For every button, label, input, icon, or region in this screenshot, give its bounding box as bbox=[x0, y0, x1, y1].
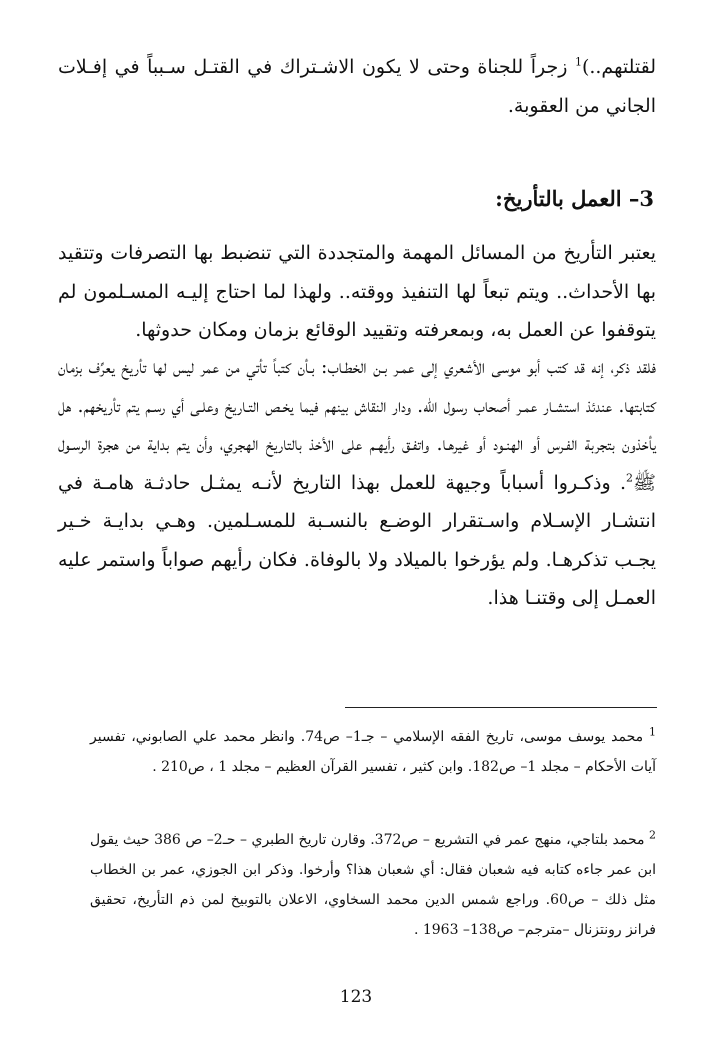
intro-text-continued: زجراً للجناة وحتى لا يكون الاشـتراك في القتـل سـبباً في إفـلات الجاني من العقوبة. bbox=[58, 56, 656, 117]
body-paragraph-2 bbox=[58, 348, 656, 618]
page-number: 123 bbox=[339, 987, 373, 1007]
section-heading: 3– العمل بالتأريخ: bbox=[495, 186, 654, 211]
intro-paragraph bbox=[58, 48, 656, 125]
footnote-divider bbox=[345, 707, 657, 708]
footnote-ref-1: 1 bbox=[574, 55, 582, 69]
footnote-1-text: محمد يوسف موسى، تاريخ الفقه الإسلامي – جـ1– ص74. وانظر محمد علي الصابوني، تفسير آيات الأحكام – مجلد 1– ص182. وابن كثير ، تفسير القرآن العظيم – مجلد 1 ، ص210 . bbox=[90, 729, 656, 775]
footnote-2 bbox=[90, 825, 656, 945]
intro-text: لقتلتهم..) bbox=[581, 56, 656, 78]
body-paragraph-1: يعتبر التأريخ من المسائل المهمة والمتجددة التي تنضبط بها التصرفات وتتقيد بها الأحداث.. ويتم تبعاً لها التنفيذ ووقته.. ولهذا لما احتاج إليـه المسـلمون لم يتوقفوا عن العمل به، وبمعرفته وتقييد الوقائع بزمان ومكان حدوثها. bbox=[58, 242, 656, 341]
paragraph-2-text: فلقد ذكر، إنه قد كتب أبو موسى الأشعري إلى عمـر بـن الخطـاب: بـأن كتباً تأتي من عمر ليس لها تأريخ يعرِّف بزمان كتابتها. عندئذ استشـار عمـر أصحاب رسول الله. ودار النقاش بينهم فيما يخـص التـاريخ وعلـى أي رسـم يتم تأريخهم. هل يأخذون بتجربة الفـرس أو الهنـود أو غيرهـا. واتفـق رأيهـم على الأخذ بالتاريخ الهجري، وأن يتم بداية من هجرة الرسـول ﷺ bbox=[58, 356, 656, 494]
footnote-ref-2: 2 bbox=[626, 471, 634, 485]
paragraph-2-text-continued: . وذكـروا أسباباً وجيهة للعمل بهذا التاريخ لأنـه يمثـل حادثـة هامـة في انتشـار الإسـلام واسـتقرار الوضـع بالنسـبة للمسـلمين. وهـي بدايـة خـير يجـب تذكرهـا. ولم يؤرخوا بالميلاد ولا بالوفاة. فكان رأيهم صواباً واستمر عليه العمـل إلى وقتنـا هذا. bbox=[58, 471, 656, 609]
footnote-1-number: 1 bbox=[648, 725, 656, 739]
footnote-1 bbox=[90, 722, 656, 782]
footnote-2-number: 2 bbox=[649, 828, 656, 842]
footnote-2-text: محمد بلتاجي، منهج عمر في التشريع – ص372. وقارن تاريخ الطبري – حـ2– ص 386 حيث يقول ابن عمر جاءه كتابه فيه شعبان فقال: أي شعبان هذا؟ وأرخوا. وذكر ابن الجوزي، عمر بن الخطاب مثل ذلك – ص60. وراجع شمس الدين محمد السخاوي، الاعلان بالتوبيخ لمن ذم التأريخ، تحقيق فرانز رونتزنال –مترجم– ص138– 1963 . bbox=[90, 832, 656, 938]
